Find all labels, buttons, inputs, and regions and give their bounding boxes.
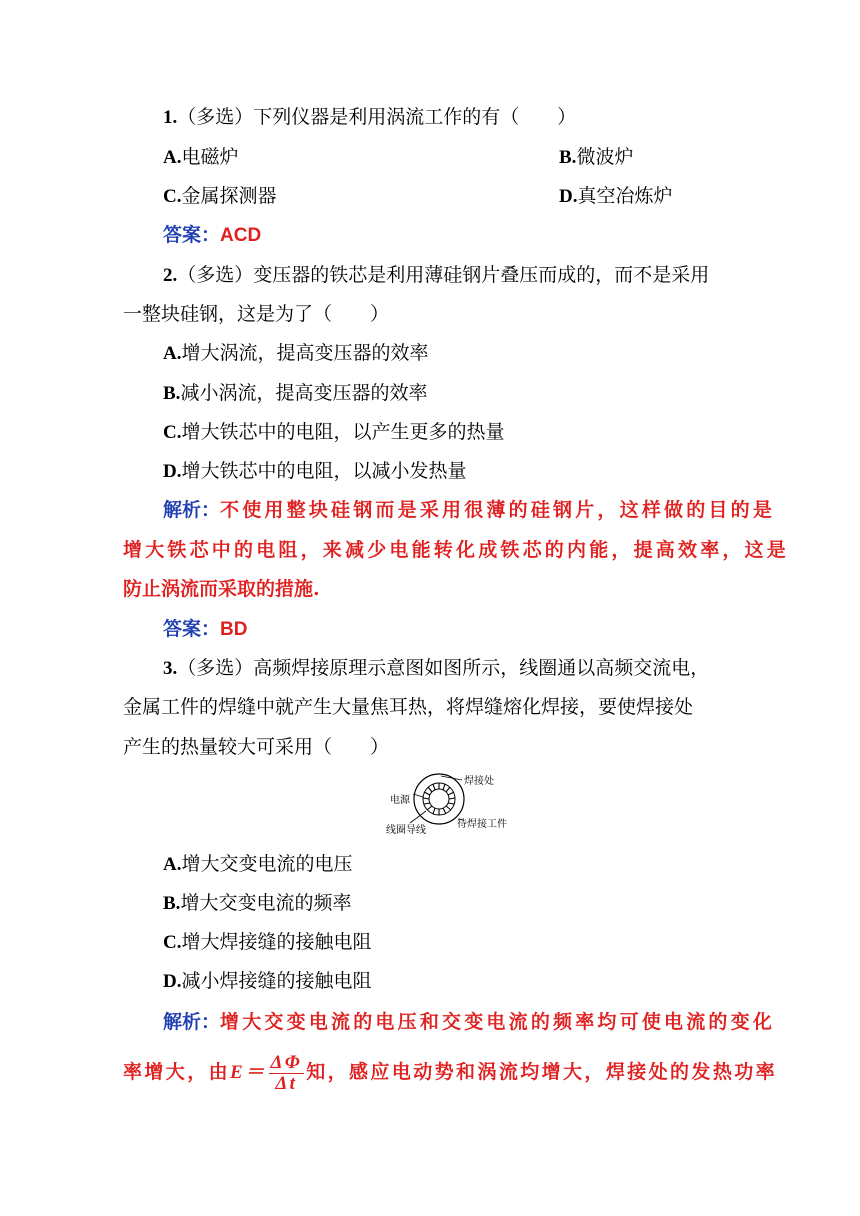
q1-option-b: B.微波炉 [559,146,634,168]
q2-answer-value: BD [220,619,248,640]
q1-number: 1. [163,107,178,128]
q3-option-c: C.增大焊接缝的接触电阻 [163,931,372,953]
q1-stem [163,104,860,131]
q1-answer-value: ACD [220,225,262,246]
q2-option-a: A.增大涡流，提高变压器的效率 [163,342,429,364]
q2-answer-label: 答案： [163,618,221,640]
q1-answer-label: 答案： [163,224,221,246]
q2-analysis-line2: 增大铁芯中的电阻，来减少电能转化成铁芯的内能，提高效率，这是 [123,539,790,561]
workpiece-outer-ring [414,774,464,824]
label-power: 电源 [390,795,410,806]
welding-diagram [380,770,530,840]
q3-stem-line1: 3.（多选）高频焊接原理示意图如图所示，线圈通以高频交流电， [163,657,710,679]
label-workpiece: 待焊接工件 [457,819,507,830]
formula-fraction [269,1053,305,1094]
q2-analysis-label: 解析： [163,499,221,521]
q3-analysis-line2: 率增大，由E＝ $\frac{\Delta\Phi}{\Delta t}$ 知，感应电动势和涡流均增大，焊接处的发热功率 [123,1051,778,1094]
q1-option-c: C.金属探测器 [163,185,277,207]
q2-analysis-line1: 解析：不使用整块硅钢而是采用很薄的硅钢片，这样做的目的是 [163,499,776,521]
q2-answer [163,616,860,643]
q3-option-a: A.增大交变电流的电压 [163,853,353,875]
q2-stem-line1: 2.（多选）变压器的铁芯是利用薄硅钢片叠压而成的，而不是采用 [163,264,710,286]
q2-option-d: D.增大铁芯中的电阻，以减小发热量 [163,460,467,482]
q3-option-d: D.减小焊接缝的接触电阻 [163,970,372,992]
q3-analysis-line1: 解析：增大交变电流的电压和交变电流的频率均可使电流的变化 [163,1011,776,1033]
q2-analysis-line3: 防止涡流而采取的措施. [123,578,320,600]
q3-number: 3. [163,658,178,679]
label-coil: 线圈导线 [386,825,426,836]
q2-option-b: B.减小涡流，提高变压器的效率 [163,382,428,404]
q2-option-c: C.增大铁芯中的电阻，以产生更多的热量 [163,421,505,443]
q3-analysis-label: 解析： [163,1011,221,1033]
formula-lhs: E＝ [230,1062,267,1083]
q2-number: 2. [163,265,178,286]
q1-option-a: A.电磁炉 [163,146,239,168]
weld-pointer-line [441,776,462,780]
q3-option-b: B.增大交变电流的频率 [163,892,352,914]
q3-stem-line2: 金属工件的焊缝中就产生大量焦耳热，将焊缝熔化焊接，要使焊接处 [123,696,694,718]
formula-denominator: Δt [275,1072,298,1094]
formula-numerator: ΔΦ [270,1051,303,1073]
q1-answer [163,222,860,249]
q1-option-d: D.真空冶炼炉 [559,185,673,207]
q2-stem-line2: 一整块硅钢，这是为了（ ） [123,303,390,325]
q1-options-row1 [163,144,860,171]
label-weld: 焊接处 [464,776,494,787]
q1-options-row2 [163,183,860,210]
q1-stem-text: （多选）下列仪器是利用涡流工作的有（ ） [177,106,577,128]
q3-stem-line3: 产生的热量较大可采用（ ） [123,736,390,758]
